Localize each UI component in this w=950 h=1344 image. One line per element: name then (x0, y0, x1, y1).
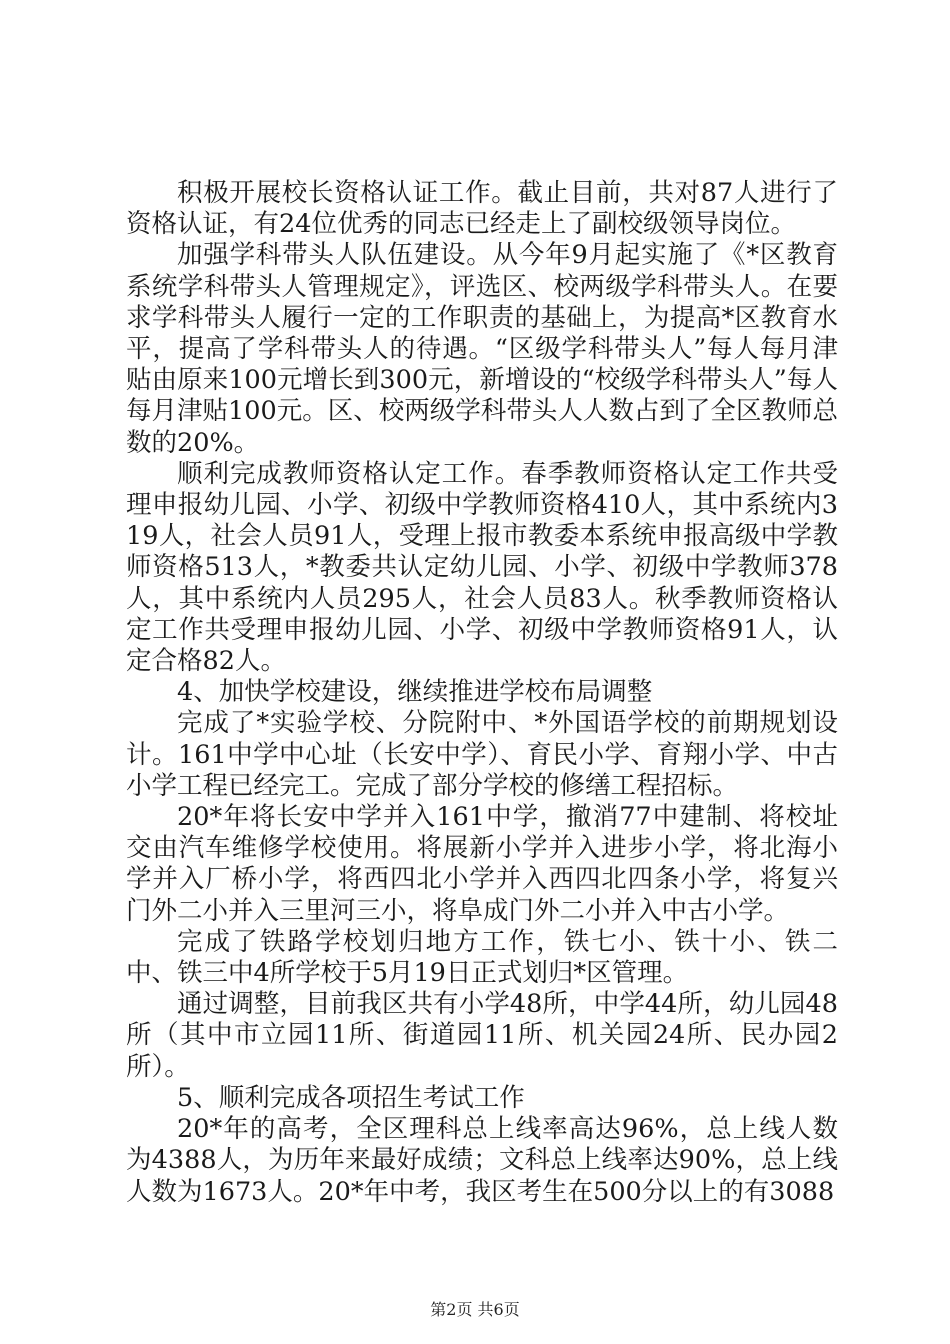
paragraph-school-mergers: 20*年将长安中学并入161中学，撤消77中建制、将校址交由汽车维修学校使用。将展新小学并入进步小学，将北海小学并入厂桥小学，将西四北小学并入西四北四条小学，将复兴门外二小并入三里河三小，将阜成门外二小并入中古小学。 (126, 802, 838, 926)
document-body (126, 178, 838, 1208)
paragraph-subject-leaders: 加强学科带头人队伍建设。从今年9月起实施了《*区教育系统学科带头人管理规定》，评选区、校两级学科带头人。在要求学科带头人履行一定的工作职责的基础上，为提高*区教育水平，提高了学科带头人的待遇。“区级学科带头人”每人每月津贴由原来100元增长到300元，新增设的“校级学科带头人”每人每月津贴100元。区、校两级学科带头人人数占到了全区教师总数的20%。 (126, 240, 838, 458)
paragraph-school-counts: 通过调整，目前我区共有小学48所，中学44所，幼儿园48所（其中市立园11所、街道园11所、机关园24所、民办园2所）。 (126, 989, 838, 1082)
section-heading-school-construction: 4、加快学校建设，继续推进学校布局调整 (177, 677, 653, 708)
paragraph-railway-schools: 完成了铁路学校划归地方工作，铁七小、铁十小、铁二中、铁三中4所学校于5月19日正式划归*区管理。 (126, 926, 838, 989)
paragraph-planning-design: 完成了*实验学校、分院附中、*外国语学校的前期规划设计。161中学中心址（长安中学）、育民小学、育翔小学、中古小学工程已经完工。完成了部分学校的修缮工程招标。 (126, 708, 838, 801)
paragraph-exam-results: 20*年的高考，全区理科总上线率高达96%，总上线人数为4388人，为历年来最好成绩；文科总上线率达90%，总上线人数为1673人。20*年中考，我区考生在500分以上的有3088 (126, 1114, 838, 1207)
paragraph-teacher-qualification: 顺利完成教师资格认定工作。春季教师资格认定工作共受理申报幼儿园、小学、初级中学教师资格410人，其中系统内319人，社会人员91人，受理上报市教委本系统申报高级中学教师资格513人，*教委共认定幼儿园、小学、初级中学教师378人，其中系统内人员295人，社会人员83人。秋季教师资格认定工作共受理申报幼儿园、小学、初级中学教师资格91人，认定合格82人。 (126, 458, 838, 677)
section-heading-admission-exams: 5、顺利完成各项招生考试工作 (177, 1082, 525, 1113)
page-number-footer: 第2页 共6页 (430, 1300, 520, 1319)
paragraph-principal-certification: 积极开展校长资格认证工作。截止目前，共对87人进行了资格认证，有24位优秀的同志已经走上了副校级领导岗位。 (126, 178, 838, 240)
